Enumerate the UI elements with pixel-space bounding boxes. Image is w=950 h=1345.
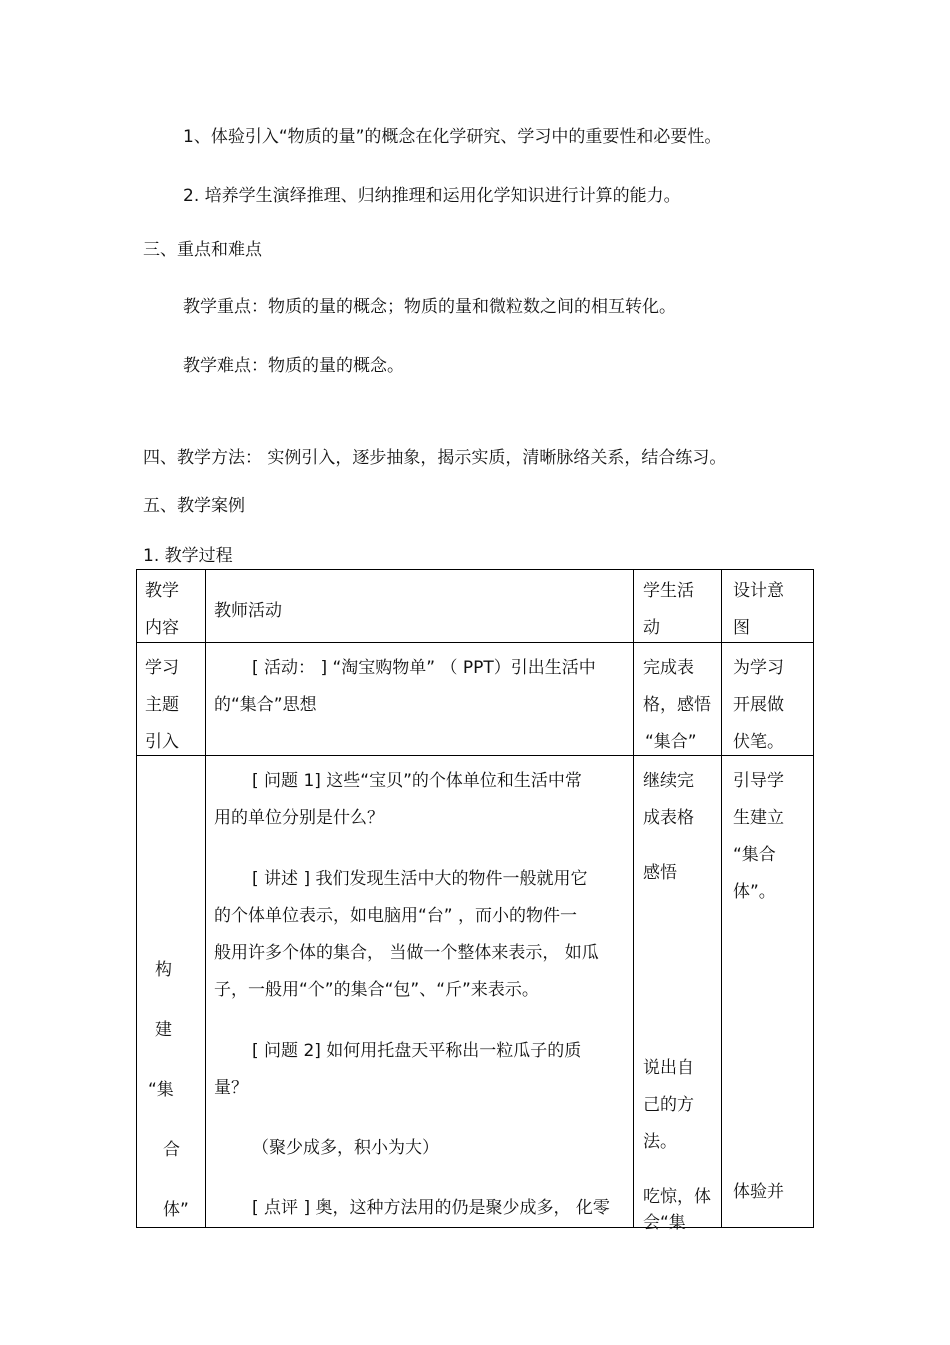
teaching-difficulty: 教学难点：物质的量的概念。 [183, 356, 404, 376]
row2-note: （聚少成多，积小为大） [252, 1138, 439, 1158]
row2-design-line: 引导学 [733, 771, 784, 791]
table-border-left [136, 569, 137, 1228]
row2-narration-line3: 般用许多个体的集合， 当做一个整体来表示， 如瓜 [214, 943, 599, 963]
row1-student-line: 完成表 [643, 658, 694, 678]
table-col-divider [721, 569, 722, 1228]
row2-content-char: 建 [155, 1020, 172, 1040]
row2-content-char: “集 [148, 1080, 174, 1100]
row2-student-line: 感悟 [643, 863, 677, 883]
row2-design-line: “集合 [733, 845, 776, 865]
row1-design-line: 为学习 [733, 658, 784, 678]
goal-item-1: 1、体验引入“物质的量”的概念在化学研究、学习中的重要性和必要性。 [183, 127, 722, 147]
table-border-bottom [136, 1227, 814, 1228]
row2-student-line: 法。 [643, 1132, 677, 1152]
row1-content-line: 引入 [145, 732, 179, 752]
row1-student-line: “集合” [645, 732, 697, 752]
table-border-right [813, 569, 814, 1228]
table-col-divider [633, 569, 634, 1228]
section-5-subheading: 1. 教学过程 [143, 546, 233, 566]
header-student-line2: 动 [643, 618, 660, 638]
row1-content-line: 主题 [145, 695, 179, 715]
row2-narration-line1: [ 讲述 ] 我们发现生活中大的物件一般就用它 [252, 869, 588, 889]
row2-question1-line2: 用的单位分别是什么？ [214, 808, 384, 828]
row2-narration-line2: 的个体单位表示，如电脑用“台” ，而小的物件一 [214, 906, 578, 926]
table-border-top [136, 569, 814, 570]
header-design-line2: 图 [733, 618, 750, 638]
row2-question2-line1: [ 问题 2] 如何用托盘天平称出一粒瓜子的质 [252, 1041, 582, 1061]
row2-design-line: 体”。 [733, 882, 776, 902]
row2-question2-line2: 量？ [214, 1078, 248, 1098]
row2-student-line: 己的方 [643, 1095, 694, 1115]
row1-content-line: 学习 [145, 658, 179, 678]
table-row-divider [136, 755, 814, 756]
teaching-focus: 教学重点：物质的量的概念；物质的量和微粒数之间的相互转化。 [183, 297, 676, 317]
row2-question1-line1: [ 问题 1] 这些“宝贝”的个体单位和生活中常 [252, 771, 582, 791]
row1-teacher-line1: [ 活动： ] “淘宝购物单” （ PPT）引出生活中 [252, 658, 596, 678]
header-student-line1: 学生活 [643, 581, 694, 601]
header-content-line1: 教学 [145, 581, 179, 601]
header-design-line1: 设计意 [733, 581, 784, 601]
row1-design-line: 开展做 [733, 695, 784, 715]
row2-student-line: 会“集 [643, 1213, 686, 1233]
row2-design-line: 体验并 [733, 1182, 784, 1202]
row2-narration-line4: 子，一般用“个”的集合“包”、“斤”来表示。 [214, 980, 539, 1000]
row2-student-line: 继续完 [643, 771, 694, 791]
section-5-heading: 五、教学案例 [143, 496, 245, 516]
section-4-heading: 四、教学方法： 实例引入，逐步抽象，揭示实质，清晰脉络关系，结合练习。 [143, 448, 727, 468]
header-teacher-activity: 教师活动 [214, 601, 282, 621]
goal-item-2: 2. 培养学生演绎推理、归纳推理和运用化学知识进行计算的能力。 [183, 186, 681, 206]
row2-content-char: 合 [163, 1140, 180, 1160]
table-col-divider [205, 569, 206, 1228]
section-3-heading: 三、重点和难点 [143, 240, 262, 260]
header-content-line2: 内容 [145, 618, 179, 638]
row2-student-line: 说出自 [643, 1058, 694, 1078]
row2-design-line: 生建立 [733, 808, 784, 828]
row1-student-line: 格，感悟 [643, 695, 711, 715]
row2-comment: [ 点评 ] 奥，这种方法用的仍是聚少成多， 化零 [252, 1198, 610, 1218]
row1-design-line: 伏笔。 [733, 732, 784, 752]
row2-content-char: 构 [155, 960, 172, 980]
row2-student-line: 成表格 [643, 808, 694, 828]
row1-teacher-line2: 的“集合”思想 [214, 695, 317, 715]
table-row-divider [136, 642, 814, 643]
row2-student-line: 吃惊，体 [643, 1187, 711, 1207]
row2-content-char: 体” [163, 1200, 189, 1220]
